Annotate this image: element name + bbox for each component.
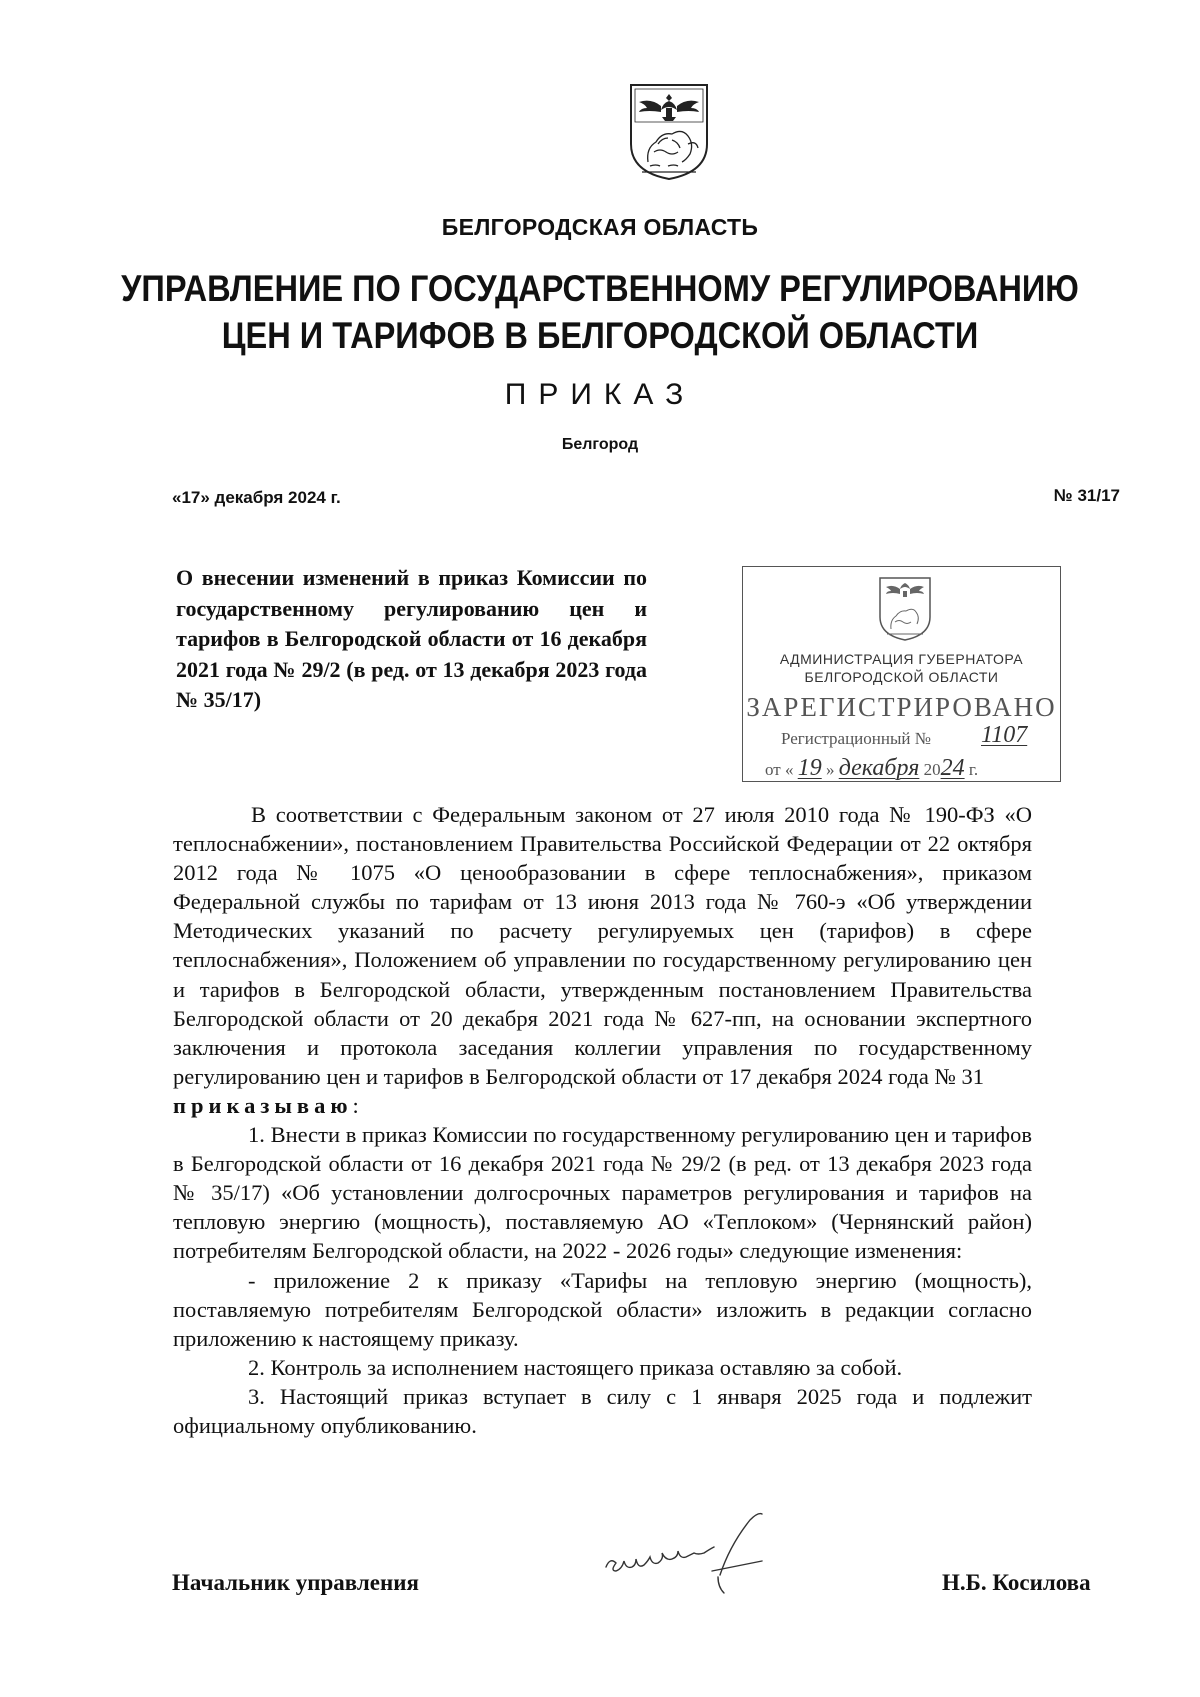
order-line [173, 1091, 1032, 1120]
coat-of-arms-emblem [628, 82, 710, 182]
item-1-subitem: - приложение 2 к приказу «Тарифы на тепловую энергию (мощность), поставляемую потребителям Белгородской области» изложить в редакции согласно приложению к настоящему приказу. [173, 1267, 1032, 1351]
order-word: приказываю [173, 1092, 353, 1118]
item-1: 1. Внести в приказ Комиссии по государственному регулированию цен и тарифов в Белгородской области от 16 декабря 2021 года № 29/2 (в ред. от 13 декабря 2023 года № 35/17) «Об установлении долгосрочных параметров регулирования и тарифов на тепловую энергию (мощность), поставляемую АО «Теплоком» (Чернянский район) потребителям Белгородской области, на 2022 - 2026 годы» следующие изменения: [173, 1122, 1032, 1264]
stamp-date-year-prefix: 20 [923, 760, 941, 779]
stamp-date-suffix: г. [968, 760, 979, 779]
stamp-date-month: декабря [838, 755, 920, 781]
preamble-paragraph [173, 800, 1032, 1091]
department-title-line1: УПРАВЛЕНИЕ ПО ГОСУДАРСТВЕННОМУ РЕГУЛИРОВАНИЮ [121, 268, 1079, 309]
stamp-date-prefix: от « [765, 760, 794, 779]
document-subject: О внесении изменений в приказ Комиссии по государственному регулированию цен и тарифов в Белгородской области от 16 декабря 2021 года № 29/2 (в ред. от 13 декабря 2023 года № 35/17) [176, 565, 647, 712]
stamp-title: ЗАРЕГИСТРИРОВАНО [746, 692, 1057, 722]
department-title-line2: ЦЕН И ТАРИФОВ В БЕЛГОРОДСКОЙ ОБЛАСТИ [221, 315, 979, 356]
order-colon: : [352, 1092, 359, 1118]
stamp-date-mid: » [825, 760, 835, 779]
stamp-reg-label: Регистрационный № [781, 729, 931, 748]
handwritten-signature [600, 1505, 800, 1605]
document-date: «17» декабря 2024 г. [172, 488, 341, 507]
item-3: 3. Настоящий приказ вступает в силу с 1 января 2025 года и подлежит официальному опубликованию. [173, 1383, 1032, 1438]
signatory-position: Начальник управления [172, 1570, 419, 1595]
stamp-emblem-icon [877, 575, 933, 643]
stamp-date-year: 24 [940, 755, 965, 781]
stamp-date-day: 19 [797, 755, 822, 781]
stamp-date [765, 755, 978, 782]
stamp-reg-number: 1107 [981, 722, 1028, 748]
stamp-org-line2: БЕЛГОРОДСКОЙ ОБЛАСТИ [804, 669, 999, 685]
document-body [173, 800, 1032, 1440]
item-2: 2. Контроль за исполнением настоящего приказа оставляю за собой. [248, 1354, 903, 1380]
stamp-org-line1: АДМИНИСТРАЦИЯ ГУБЕРНАТОРА [779, 651, 1024, 667]
preamble-text: В соответствии с Федеральным законом от 27 июля 2010 года № 190-ФЗ «О теплоснабжении», постановлением Правительства Российской Федерации от 22 октября 2012 года № 1075 «О ценообразовании в сфере теплоснабжения», приказом Федеральной службы по тарифам от 13 июня 2013 года № 760-э «Об утверждении Методических указаний по расчету регулируемых цен (тарифов) в сфере теплоснабжения», Положением об управлении по государственному регулированию цен и тарифов в Белгородской области, утвержденным постановлением Правительства Белгородской области от 20 декабря 2021 года № 627-пп, на основании экспертного заключения и протокола заседания коллегии управления по государственному регулированию цен и тарифов в Белгородской области от 17 декабря 2024 года № 31 [173, 802, 1032, 1089]
registration-stamp [742, 566, 1061, 782]
document-type: ПРИКАЗ [504, 378, 696, 411]
city-name: Белгород [561, 436, 639, 453]
signatory-name: Н.Б. Косилова [942, 1570, 1091, 1595]
document-number: № 31/17 [1053, 486, 1120, 505]
region-title: БЕЛГОРОДСКАЯ ОБЛАСТЬ [441, 214, 759, 240]
